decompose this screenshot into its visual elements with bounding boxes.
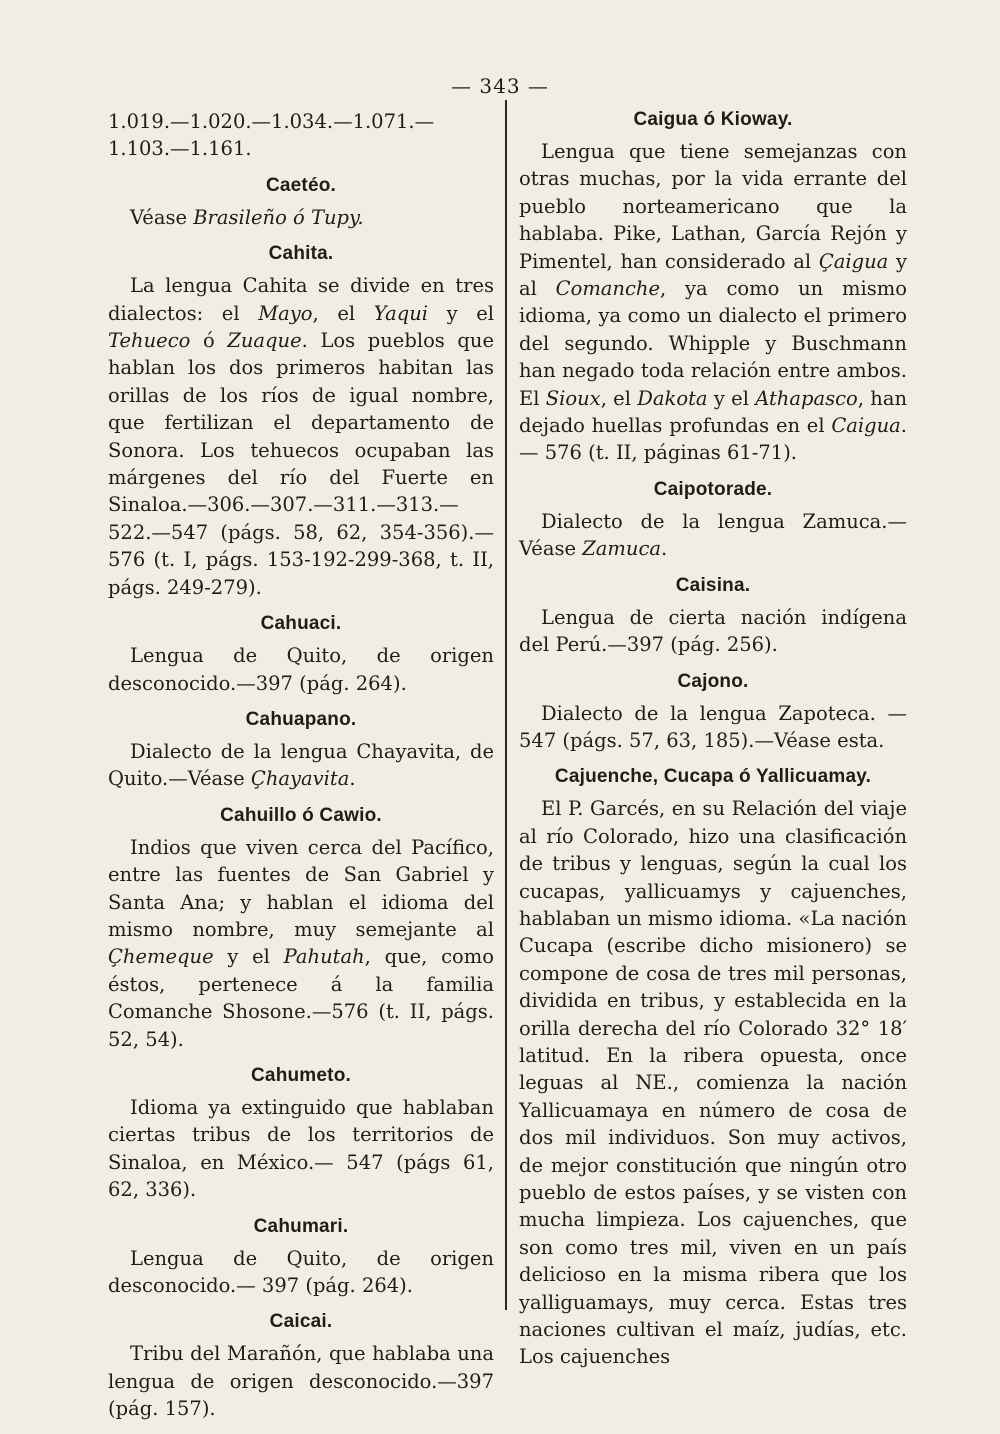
entry-text: Idioma ya extinguido que hablaban ciertas tribus de los territorios de Sinaloa, en México.— 547 (págs 61, 62, 336).	[108, 1095, 494, 1202]
entry-heading: Cajono.	[677, 670, 749, 692]
entry-text: Tribu del Marañón, que hablaba una lengua de origen desconocido.—397 (pág. 157).	[108, 1342, 494, 1421]
entry-cajono	[519, 670, 907, 755]
entry-heading: Caisina.	[675, 574, 751, 596]
entry-heading: Cajuenche, Cucapa ó Yallicuamay.	[554, 766, 872, 788]
entry-cahuillo	[108, 804, 494, 1053]
entry-cahuapano	[108, 708, 494, 793]
entry-cahumeto	[108, 1064, 494, 1204]
entry-heading: Caicai.	[269, 1311, 333, 1333]
left-column	[108, 108, 494, 1423]
entry-caeteo	[108, 174, 494, 231]
entry-caigua	[519, 108, 907, 467]
entry-cajuenche	[519, 765, 907, 1371]
entry-heading: Cahita.	[268, 243, 334, 265]
entry-text: Indios que viven cerca del Pacífico, entre las fuentes de San Gabriel y Santa Ana; y hablan el idioma del mismo nombre, muy semejante al Çhemeque y el Pahutah, que, como éstos, pertenece á la familia Comanche Shosone.—576 (t. II, págs. 52, 54).	[108, 835, 494, 1051]
entry-caipotorade	[519, 478, 907, 563]
entry-text: Dialecto de la lengua Chayavita, de Quito.—Véase Çhayavita.	[108, 739, 494, 791]
column-divider	[505, 100, 507, 1310]
entry-text: La lengua Cahita se divide en tres dialectos: el Mayo, el Yaqui y el Tehueco ó Zuaque. Los pueblos que hablan los dos primeros habitan las orillas de los ríos de igual nombre, que fertilizan el departamento de Sonora. Los tehuecos ocupaban las márgenes del río del Fuerte en Sinaloa.—306.—307.—311.—313.—522.—547 (págs. 58, 62, 354-356).—576 (t. I, págs. 153-192-299-368, t. II, págs. 249-279).	[108, 274, 495, 599]
entry-text: El P. Garcés, en su Relación del viaje al río Colorado, hizo una clasificación de tribus y lenguas, según la cual los cucapas, yallicuamys y cajuenches, hablaban un mismo idioma. «La nación Cucapa (escribe dicho misionero) se compone de cosa de tres mil personas, dividida en tribus, y establecida en la orilla derecha del río Colorado 32° 18′ latitud. En la ribera opuesta, once leguas al NE., comienza la nación Yallicuamaya en número de cosa de dos mil individuos. Son muy activos, de mejor constitución que ningún otro pueblo de estos países, y se visten con mucha limpieza. Los cajuenches, que son como tres mil, viven en un país delicioso en la misma ribera que los yalliguamays, muy cerca. Estas tres naciones cultivan el maíz, judías, etc. Los cajuenches	[519, 797, 907, 1369]
entry-text: Lengua que tiene semejanzas con otras muchas, por la vida errante del pueblo norteamericano que la hablaba. Pike, Lathan, García Rejón y Pimentel, han considerado al Çaigua y al Comanche, ya como un mismo idioma, ya como un dialecto el primero del segundo. Whipple y Buschmann han negado toda relación entre ambos. El Sioux, el Dakota y el Athapasco, han dejado huellas profundas en el Caigua. — 576 (t. II, páginas 61-71).	[519, 140, 908, 465]
entry-heading: Cahumeto.	[251, 1064, 351, 1086]
page-number: — 343 —	[451, 74, 549, 98]
entry-heading: Caigua ó Kioway.	[633, 109, 793, 130]
entry-text: Lengua de Quito, de origen desconocido.— 397 (pág. 264).	[108, 1246, 494, 1297]
entry-heading: Cahuillo ó Cawio.	[220, 804, 382, 826]
entry-cahita	[108, 242, 494, 601]
entry-heading: Caetéo.	[265, 174, 337, 196]
entry-caicai	[108, 1310, 494, 1422]
entry-heading: Cahumari.	[253, 1215, 349, 1237]
right-column	[519, 108, 907, 1371]
entry-heading: Cahuaci.	[260, 613, 342, 635]
entry-text: Lengua de cierta nación indígena del Perú.—397 (pág. 256).	[519, 605, 907, 657]
entry-heading: Cahuapano.	[245, 708, 357, 730]
entry-cahumari	[108, 1215, 494, 1300]
entry-text: Lengua de Quito, de origen desconocido.—397 (pág. 264).	[108, 644, 494, 695]
entry-cahuaci	[108, 612, 494, 697]
entry-text: Véase Brasileño ó Tupy.	[130, 205, 364, 229]
entry-text: Dialecto de la lengua Zamuca.—Véase Zamuca.	[519, 509, 907, 561]
entry-caisina	[519, 574, 907, 659]
entry-text: Dialecto de la lengua Zapoteca. — 547 (págs. 57, 63, 185).—Véase esta.	[519, 701, 907, 752]
continued-references: 1.019.—1.020.—1.034.—1.071.—1.103.—1.161.	[108, 110, 435, 161]
entry-heading: Caipotorade.	[653, 478, 773, 500]
